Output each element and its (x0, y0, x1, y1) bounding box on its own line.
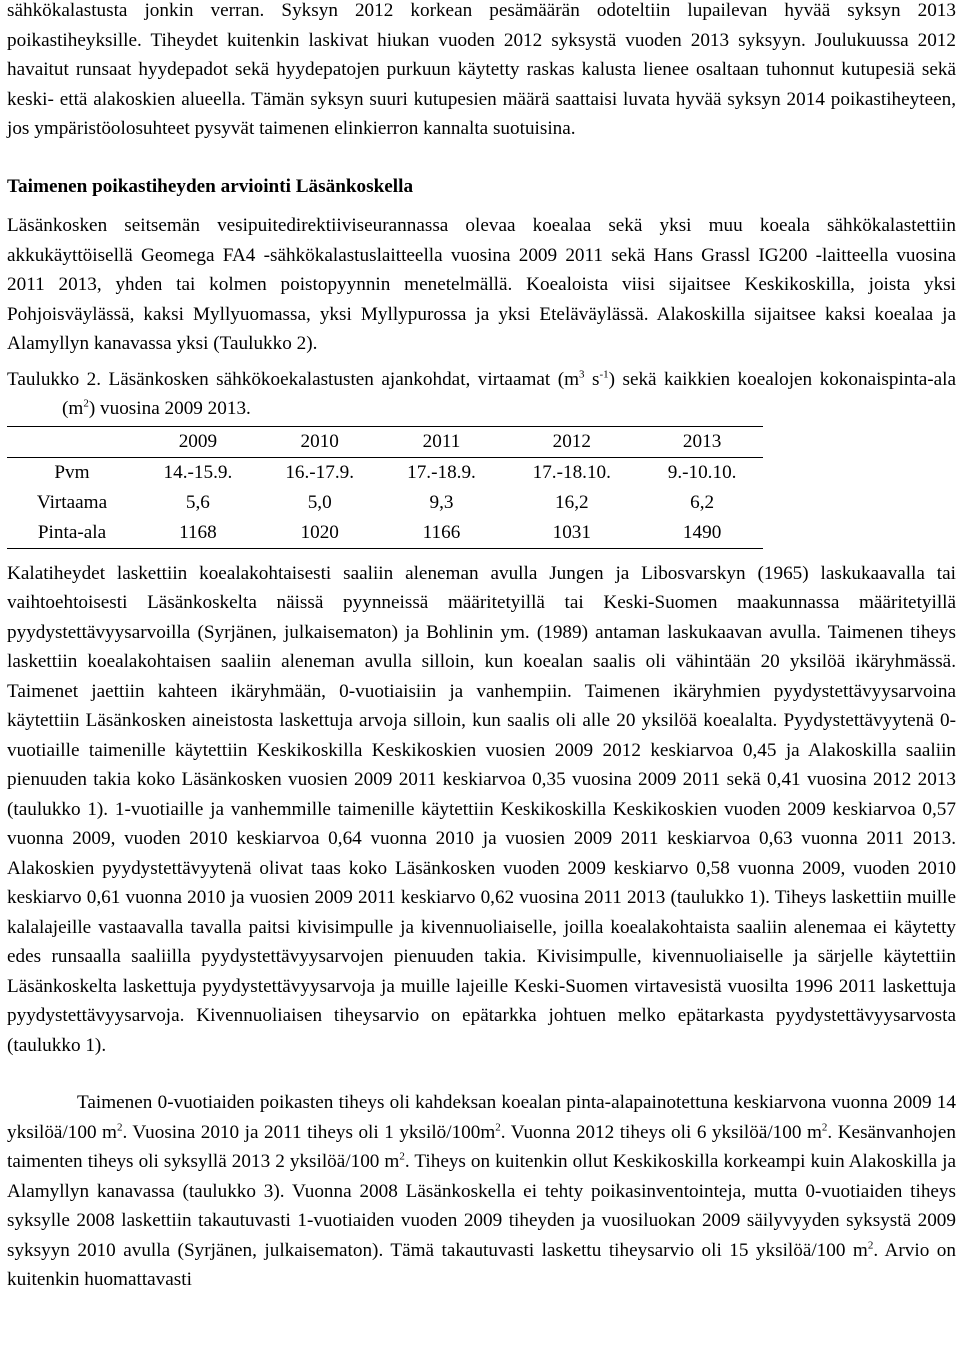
table-cell: 9,3 (429, 491, 454, 513)
table-caption (7, 365, 956, 424)
table-caption-label: Taulukko 2. (7, 368, 102, 390)
table-row-label: Pvm (54, 461, 90, 483)
table-year-header: 2011 (422, 430, 461, 452)
table-row-pvm (7, 457, 763, 488)
intro-paragraph: sähkökalastusta jonkin verran. Syksyn 2012 korkean pesämäärän odoteltiin lupailevan hyvää syksyn 2013 poikastiheyksille. Tiheydet kuitenkin laskivat hiukan vuoden 2012 syksystä vuoden 2013 syksyyn. Joulukuussa 2012 havaitut runsaat hyydepadot sekä hyydepatojen purkuun käytetty raskas kalusta lienee osaltaan tuhonnut kutupesiä sekä keski- että alakoskien alueella. Tämän syksyn suuri kutupesien määrä saattaisi luvata hyvää syksyn 2014 poikastiheyteen, jos ympäristöolosuhteet pysyvät taimenen elinkierron kannalta suotuisina. (7, 0, 956, 139)
table-header-row (7, 426, 763, 457)
table-row-pinta-ala (7, 518, 763, 549)
density-sup: 2 (495, 1121, 501, 1134)
density-text: . Arvio on kuitenkin huomattavasti (7, 1239, 956, 1290)
table-cell: 1490 (682, 521, 722, 543)
density-paragraph (7, 1088, 956, 1295)
table-row-label: Pinta-ala (37, 521, 107, 543)
density-sup: 2 (867, 1239, 874, 1252)
table-cell: 16,2 (555, 491, 589, 513)
table-year-header: 2009 (178, 430, 218, 452)
table-caption-sup: 3 (579, 368, 585, 381)
table-cell: 17.-18.10. (532, 461, 611, 483)
table-year-header: 2013 (682, 430, 722, 452)
section-heading: Taimenen poikastiheyden arviointi Läsänkoskella (7, 175, 414, 197)
density-sup: 2 (116, 1121, 123, 1134)
table-caption-text: ) sekä kaikkien koealojen kokonaispinta-ala (m (62, 368, 957, 419)
data-table-wrapper (7, 426, 763, 549)
density-text: Taimenen 0-vuotiaiden poikasten tiheys oli kahdeksan koealan pinta-alapainotettuna keskiarvona vuonna 2009 14 yksilöä/100 m (7, 1092, 956, 1143)
table-corner-cell (7, 426, 137, 457)
table-row-virtaama (7, 488, 763, 518)
table-caption-sup: -1 (599, 368, 609, 381)
sampling-table (7, 426, 763, 549)
table-cell: 1166 (422, 521, 461, 543)
density-sup: 2 (399, 1150, 405, 1163)
table-cell: 1031 (552, 521, 591, 543)
density-text: . Tiheys on kuitenkin ollut Keskikoskilla korkeampi kuin Alakoskilla ja Alamyllyn kanavassa (taulukko 3). Vuonna 2008 Läsänkoskella ei tehty poikasinventointeja, mutta 0-vuotiaiden tiheys syksylle 2008 laskettiin takautuvasti 1-vuotiaiden vuoden 2009 tiheyden ja vuosiluokan 2009 säilyvyyden syksystä 2009 syksyyn 2010 avulla (Syrjänen, julkaisematon). Tämä takautuvasti laskettu tiheysarvio oli 15 yksilöä/100 m (7, 1151, 956, 1261)
table-year-header: 2012 (552, 430, 591, 452)
table-caption-text: ) vuosina 2009 2013. (88, 398, 251, 419)
table-cell: 6,2 (690, 491, 715, 513)
table-cell: 16.-17.9. (285, 461, 355, 483)
table-cell: 1168 (179, 521, 217, 543)
table-cell: 14.-15.9. (163, 461, 233, 483)
table-row-label: Virtaama (36, 491, 108, 513)
table-caption-text: Läsänkosken sähkökoekalastusten ajankohdat, virtaamat (m (101, 368, 580, 390)
density-text: . Vuonna 2012 tiheys oli 6 yksilöä/100 m (500, 1121, 822, 1143)
table-cell: 17.-18.9. (407, 461, 476, 483)
density-text: . Vuosina 2010 ja 2011 tiheys oli 1 yksilö/100m (122, 1121, 496, 1143)
methods-paragraph: Kalatiheydet laskettiin koealakohtaisesti saaliin aleneman avulla Jungen ja Libosvarskyn (1965) laskukaavalla tai vaihtoehtoisesti Läsänkoskelta näissä pyynneissä määritetyillä tai Keski-Suomen maakunnassa määritetyillä pyydystettävyysarvoilla (Syrjänen, julkaisematon) ja Bohlinin ym. (1989) antaman laskukaavan avulla. Taimenen tiheys laskettiin koealakohtaisen saaliin aleneman avulla silloin, kun koealan saalis oli vähintään 20 yksilöä ikäryhmässä. Taimenet jaettiin kahteen ikäryhmään, 0-vuotiaisiin ja vanhempiin. Taimenen ikäryhmien pyydystettävyysarvoina käytettiin Läsänkosken aineistosta laskettuja arvoja silloin, kun saalis oli alle 20 yksilöä koealalta. Pyydystettävyytenä 0-vuotiaille taimenille käytettiin Keskikoskilla Keskikoskien vuosien 2009 2012 keskiarvoa 0,45 ja Alakoskilla saaliin pienuuden takia koko Läsänkosken vuosien 2009 2011 keskiarvoa 0,35 vuosina 2009 2011 sekä 0,41 vuosina 2012 2013 (taulukko 1). 1-vuotiaille ja vanhemmille taimenille käytettiin Keskikoskilla Keskikoskien vuoden 2009 keskiarvoa 0,57 vuonna 2009, vuoden 2010 keskiarvoa 0,64 vuonna 2010 ja vuosien 2009 2011 keskiarvoa 0,63 vuonna 2011 2013. Alakoskien pyydystettävyytenä olivat taas koko Läsänkosken vuoden 2009 keskiarvo 0,58 vuonna 2009, vuoden 2010 keskiarvo 0,61 vuonna 2010 ja vuosien 2009 2011 keskiarvo 0,62 vuosina 2011 2013 (taulukko 1). Tiheys laskettiin muille kalalajeille vastaavalla tavalla paitsi kivisimpulle ja kivennuoliaiselle, joilla koealakohtaista saaliin alenemaa ei käytetty edes runsaalla saaliilla pyydystettävyysarvojen pienuuden takia. Kivisimpulle, kivennuoliaiselle ja särjelle käytettiin Läsänkoskelta laskettuja pyydystettävyysarvoja ja muille lajeille Keski-Suomen virtavesistä vuosilta 1996 2011 laskettuja pyydystettävyysarvoja. Kivennuoliaisen tiheysarvio on epätarkka johtuen melko epätarkasta pyydystettävyysarvosta (taulukko 1). (7, 562, 956, 1056)
table-cell: 1020 (300, 521, 339, 543)
document-page (7, 0, 956, 1295)
table-cell: 5,0 (307, 491, 332, 513)
density-text: . Kesänvanhojen taimenten tiheys oli syksyllä 2013 2 yksilöä/100 m (7, 1121, 956, 1172)
density-sup: 2 (821, 1121, 828, 1134)
table-cell: 5,6 (185, 491, 210, 513)
table-year-header: 2010 (300, 430, 339, 452)
table-caption-sup: 2 (83, 397, 89, 410)
table-caption-text: s (584, 368, 600, 390)
table-cell: 9.-10.10. (667, 461, 737, 483)
section-paragraph: Läsänkosken seitsemän vesipuitedirektiiviseurannassa olevaa koealaa sekä yksi muu koeala sähkökalastettiin akkukäyttöisellä Geomega FA4 -sähkökalastuslaitteella vuosina 2009 2011 sekä Hans Grassl IG200 -laitteella vuosina 2011 2013, yhden tai kolmen poistopyynnin menetelmällä. Koealoista viisi sijaitsee Keskikoskilla, joista yksi Pohjoisväylässä, kaksi Myllyuomassa, yksi Myllypurossa ja yksi Eteläväylässä. Alakoskilla sijaitsee kaksi koealaa ja Alamyllyn kanavassa yksi (Taulukko 2). (7, 215, 956, 354)
